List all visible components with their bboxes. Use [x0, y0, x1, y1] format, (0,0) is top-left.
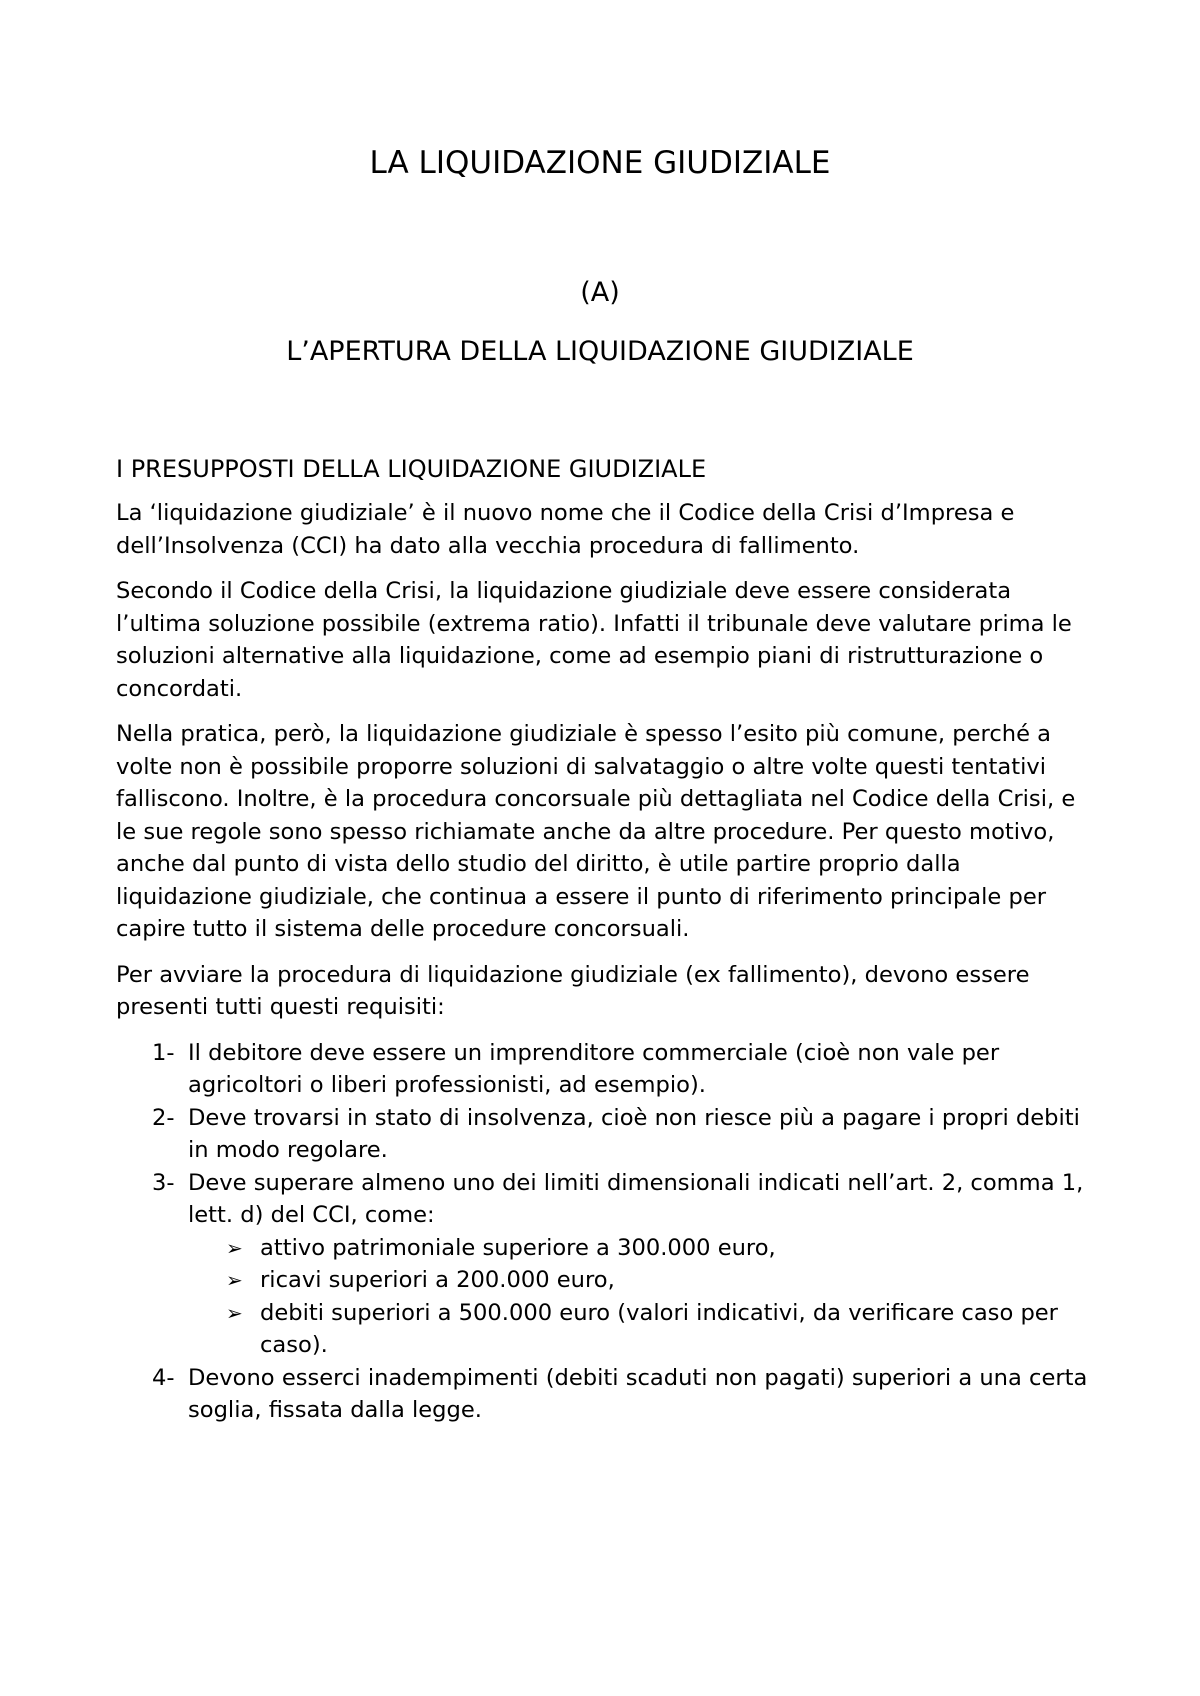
requirement-number: 3- — [152, 1169, 175, 1196]
requirement-item — [116, 1362, 1100, 1427]
document-title: LA LIQUIDAZIONE GIUDIZIALE — [369, 145, 831, 181]
requirement-number: 1- — [152, 1039, 175, 1066]
requirement-item — [116, 1037, 1100, 1102]
requirement-text: Il debitore deve essere un imprenditore commerciale (cioè non vale per agricoltori o liberi professionisti, ad esempio). — [188, 1039, 1000, 1098]
section-title: L’APERTURA DELLA LIQUIDAZIONE GIUDIZIALE — [286, 336, 914, 367]
arrowhead-bullet-icon: ➢ — [226, 1268, 243, 1292]
arrowhead-bullet-icon: ➢ — [226, 1300, 243, 1325]
subheading: I PRESUPPOSTI DELLA LIQUIDAZIONE GIUDIZIALE — [116, 455, 707, 483]
threshold-item — [188, 1264, 1100, 1297]
paragraph-requirements-intro: Per avviare la procedura di liquidazione giudiziale (ex fallimento), devono essere presenti tutti questi requisiti: — [116, 961, 1030, 1020]
requirement-text: Deve trovarsi in stato di insolvenza, cioè non riesce più a pagare i propri debiti in modo regolare. — [188, 1104, 1080, 1163]
requirements-list — [116, 1037, 1100, 1427]
thresholds-list — [188, 1232, 1100, 1362]
threshold-text: ricavi superiori a 200.000 euro, — [260, 1267, 615, 1293]
paragraph-extrema-ratio: Secondo il Codice della Crisi, la liquidazione giudiziale deve essere considerata l’ultima soluzione possibile (extrema ratio). Infatti il tribunale deve valutare prima le soluzioni alternative alla liquidazione, come ad esempio piani di ristrutturazione o concordati. — [116, 578, 1072, 702]
requirement-text: Devono esserci inadempimenti (debiti scaduti non pagati) superiori a una certa soglia, fissata dalla legge. — [188, 1364, 1088, 1423]
threshold-item — [188, 1297, 1100, 1362]
requirement-number: 4- — [152, 1364, 175, 1391]
requirement-item — [116, 1102, 1100, 1167]
requirement-text: Deve superare almeno uno dei limiti dimensionali indicati nell’art. 2, comma 1, lett. d) del CCI, come: — [188, 1169, 1084, 1228]
requirement-number: 2- — [152, 1104, 175, 1131]
threshold-text: attivo patrimoniale superiore a 300.000 euro, — [260, 1234, 776, 1261]
paragraph-practice: Nella pratica, però, la liquidazione giudiziale è spesso l’esito più comune, perché a volte non è possibile proporre soluzioni di salvataggio o altre volte questi tentativi falliscono. Inoltre, è la procedura concorsuale più dettagliata nel Codice della Crisi, e le sue regole sono spesso richiamate anche da altre procedure. Per questo motivo, anche dal punto di vista dello studio del diritto, è utile partire proprio dalla liquidazione giudiziale, che continua a essere il punto di riferimento principale per capire tutto il sistema delle procedure concorsuali. — [116, 721, 1076, 942]
arrowhead-bullet-icon: ➢ — [226, 1235, 243, 1260]
paragraph-intro: La ‘liquidazione giudiziale’ è il nuovo nome che il Codice della Crisi d’Impresa e dell’Insolvenza (CCI) ha dato alla vecchia procedura di fallimento. — [116, 500, 1015, 559]
section-letter: (A) — [580, 277, 620, 308]
document-body — [116, 452, 1100, 1427]
threshold-text: debiti superiori a 500.000 euro (valori indicativi, da verificare caso per caso). — [260, 1299, 1058, 1358]
requirement-item — [116, 1167, 1100, 1362]
threshold-item — [188, 1232, 1100, 1265]
